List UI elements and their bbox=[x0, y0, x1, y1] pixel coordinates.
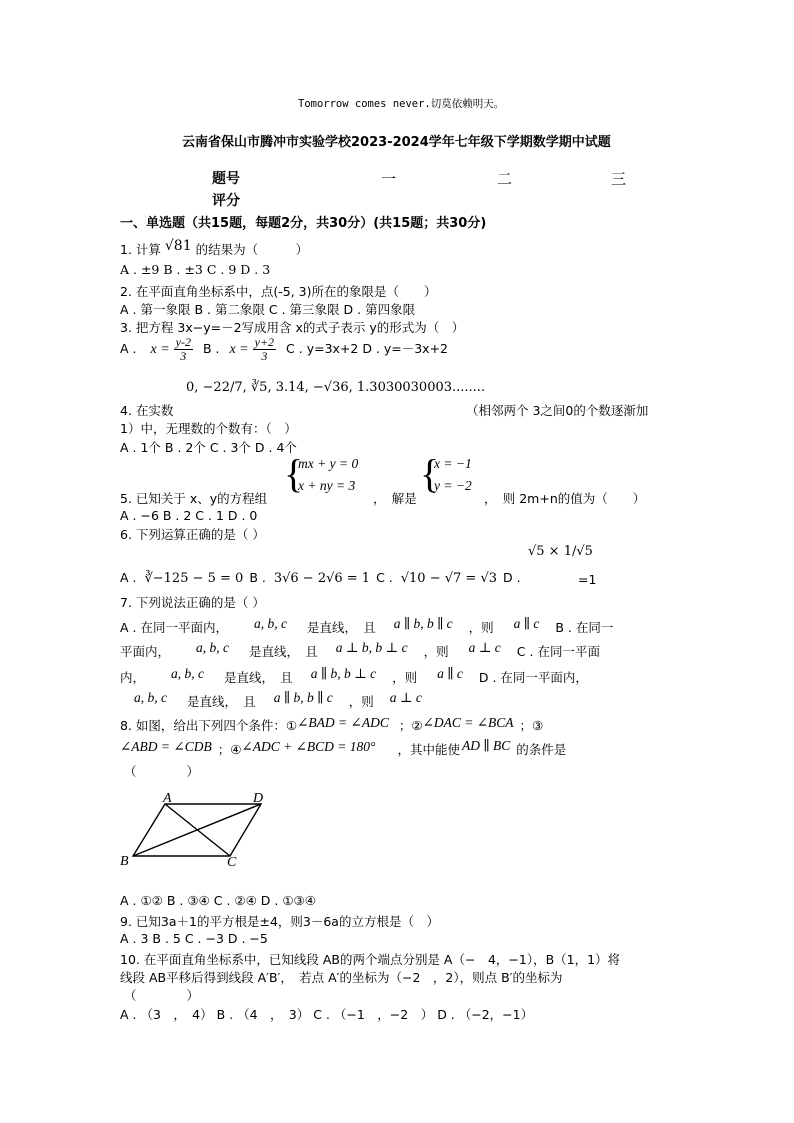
q8-line-1: 8. 如图，给出下列四个条件：①∠BAD = ∠ADC ；②∠DAC = ∠BCA ；③ bbox=[120, 715, 544, 733]
q3-opt-b-lhs: x = bbox=[229, 342, 249, 357]
q7-stem: 7. 下列说法正确的是（ ） bbox=[120, 595, 265, 610]
vertex-label-d: D bbox=[253, 791, 264, 806]
q9-stem: 9. 已知3a＋1的平方根是±4，则3－6a的立方根是（ ） bbox=[120, 914, 439, 929]
q1-stem-pre: 1. 计算 bbox=[120, 242, 161, 257]
q5-options: A . −6 B . 2 C . 1 D . 0 bbox=[120, 508, 258, 523]
q5-stem-mid: ， 解是 bbox=[373, 491, 417, 506]
q6-opt-b: 3√6 − 2√6 = 1 bbox=[273, 571, 371, 586]
q9-options: A . 3 B . 5 C . −3 D . −5 bbox=[120, 931, 268, 946]
q8-condition-1: ∠BAD = ∠ADC bbox=[297, 715, 389, 730]
page-title: 云南省保山市腾冲市实验学校2023-2024学年七年级下学期数学期中试题 bbox=[182, 135, 611, 150]
q3-opt-a-fraction: $\frac{y-2}{3}$ bbox=[175, 335, 191, 363]
q3-opt-a-label: A . bbox=[120, 341, 137, 356]
q10-stem-line-3: （ ） bbox=[124, 988, 200, 1003]
q8-condition-2: ∠DAC = ∠BCA bbox=[422, 715, 514, 730]
score-row-label-2: 评分 bbox=[212, 193, 240, 209]
q3-opt-a-lhs: x = bbox=[150, 342, 170, 357]
q8-condition-4: ∠ADC + ∠BCD = 180° bbox=[241, 739, 376, 754]
score-col-2: 二 bbox=[497, 170, 513, 188]
q4-options: A . 1个 B . 2个 C . 3个 D . 4个 bbox=[120, 440, 297, 455]
q6-opt-d-tail: =1 bbox=[578, 572, 597, 587]
q2-stem: 2. 在平面直角坐标系中，点(-5, 3)所在的象限是（ ） bbox=[120, 284, 437, 299]
q5-stem-pre: 5. 已知关于 x、y的方程组 bbox=[120, 491, 268, 506]
vertex-label-b: B bbox=[120, 854, 129, 869]
q10-options: A . （3 ， 4） B . （4 ， 3） C . （−1 ，−2 ） D . （−2，−1） bbox=[120, 1007, 534, 1022]
q10-stem-line-2: 线段 AB平移后得到线段 A′B′， 若点 A′的坐标为（−2 ，2），则点 B′的坐标为 bbox=[120, 970, 563, 985]
q8-parallelogram-figure bbox=[115, 790, 275, 872]
q4-stem-cont: 1）中，无理数的个数有：（ ） bbox=[120, 421, 297, 436]
question-1 bbox=[120, 240, 308, 258]
q4-number-list: 0, −22/7, ∛5, 3.14, −√36, 1.3030030003........ bbox=[186, 380, 486, 395]
q6-opt-a: ∛−125 − 5 = 0 bbox=[144, 571, 244, 586]
q6-options: A . ∛−125 − 5 = 0 B . 3√6 − 2√6 = 1 C . √10 − √7 = √3 D . bbox=[120, 570, 521, 586]
q3-opt-b-fraction: $\frac{y+2}{3}$ bbox=[254, 335, 275, 363]
q3-opt-b-label: B . bbox=[202, 341, 220, 356]
q4-stem-pre: 4. 在实数 bbox=[120, 403, 174, 418]
q4-stem-post: （相邻两个 3之间0的个数逐渐加 bbox=[466, 403, 649, 418]
vertex-label-a: A bbox=[163, 791, 172, 806]
q7-line-3: 内， a, b, c 是直线， 且 a ∥ b, b ⊥ c ，则 a ∥ c D . 在同一平面内， bbox=[120, 666, 588, 685]
q1-radical: √81 bbox=[164, 238, 192, 254]
q3-options bbox=[120, 336, 448, 363]
q3-opt-rest: C . y=3x+2 D . y=－3x+2 bbox=[286, 341, 449, 356]
q1-options: A . ±9 B . ±3 C . 9 D . 3 bbox=[120, 262, 271, 277]
score-row-label: 题号 bbox=[212, 171, 240, 187]
q6-stem: 6. 下列运算正确的是（ ） bbox=[120, 527, 265, 542]
q8-condition-3: ∠ABD = ∠CDB bbox=[120, 739, 212, 754]
score-col-3: 三 bbox=[611, 170, 627, 188]
section-heading: 一、单选题（共15题，每题2分，共30分）(共15题；共30分) bbox=[120, 216, 487, 231]
q5-stem-post: ， 则 2m+n的值为（ ） bbox=[484, 491, 646, 506]
q6-opt-c: √10 − √7 = √3 bbox=[400, 571, 497, 586]
q3-stem: 3. 把方程 3x−y=－2写成用含 x的式子表示 y的形式为（ ） bbox=[120, 320, 465, 335]
q8-options: A . ①② B . ③④ C . ②④ D . ①③④ bbox=[120, 893, 316, 908]
motto: Tomorrow comes never.切莫依赖明天。 bbox=[298, 98, 505, 110]
q8-target: AD ∥ BC bbox=[461, 738, 511, 753]
q7-line-1: A . 在同一平面内， a, b, c 是直线， 且 a ∥ b, b ∥ c ，则 a ∥ c B . 在同一 bbox=[120, 616, 614, 635]
score-col-1: 一 bbox=[381, 170, 397, 188]
q2-options: A . 第一象限 B . 第二象限 C . 第三象限 D . 第四象限 bbox=[120, 302, 416, 317]
q7-line-2: 平面内， a, b, c 是直线， 且 a ⊥ b, b ⊥ c ，则 a ⊥ c C . 在同一平面 bbox=[120, 640, 600, 659]
vertex-label-c: C bbox=[227, 855, 237, 870]
q6-opt-d-expr: √5 × 1/√5 bbox=[528, 544, 593, 559]
q8-paren: （ ） bbox=[124, 764, 200, 779]
q8-line-2: ∠ABD = ∠CDB ；④∠ADC + ∠BCD = 180° ，其中能使 AD ∥ BC 的条件是 bbox=[120, 738, 567, 757]
q7-line-4: a, b, c 是直线， 且 a ∥ b, b ∥ c ，则 a ⊥ c bbox=[134, 690, 422, 709]
q1-stem-post: 的结果为（ ） bbox=[195, 242, 309, 257]
q10-stem-line-1: 10. 在平面直角坐标系中，已知线段 AB的两个端点分别是 A（− 4，−1），B（1，1）将 bbox=[120, 952, 621, 967]
